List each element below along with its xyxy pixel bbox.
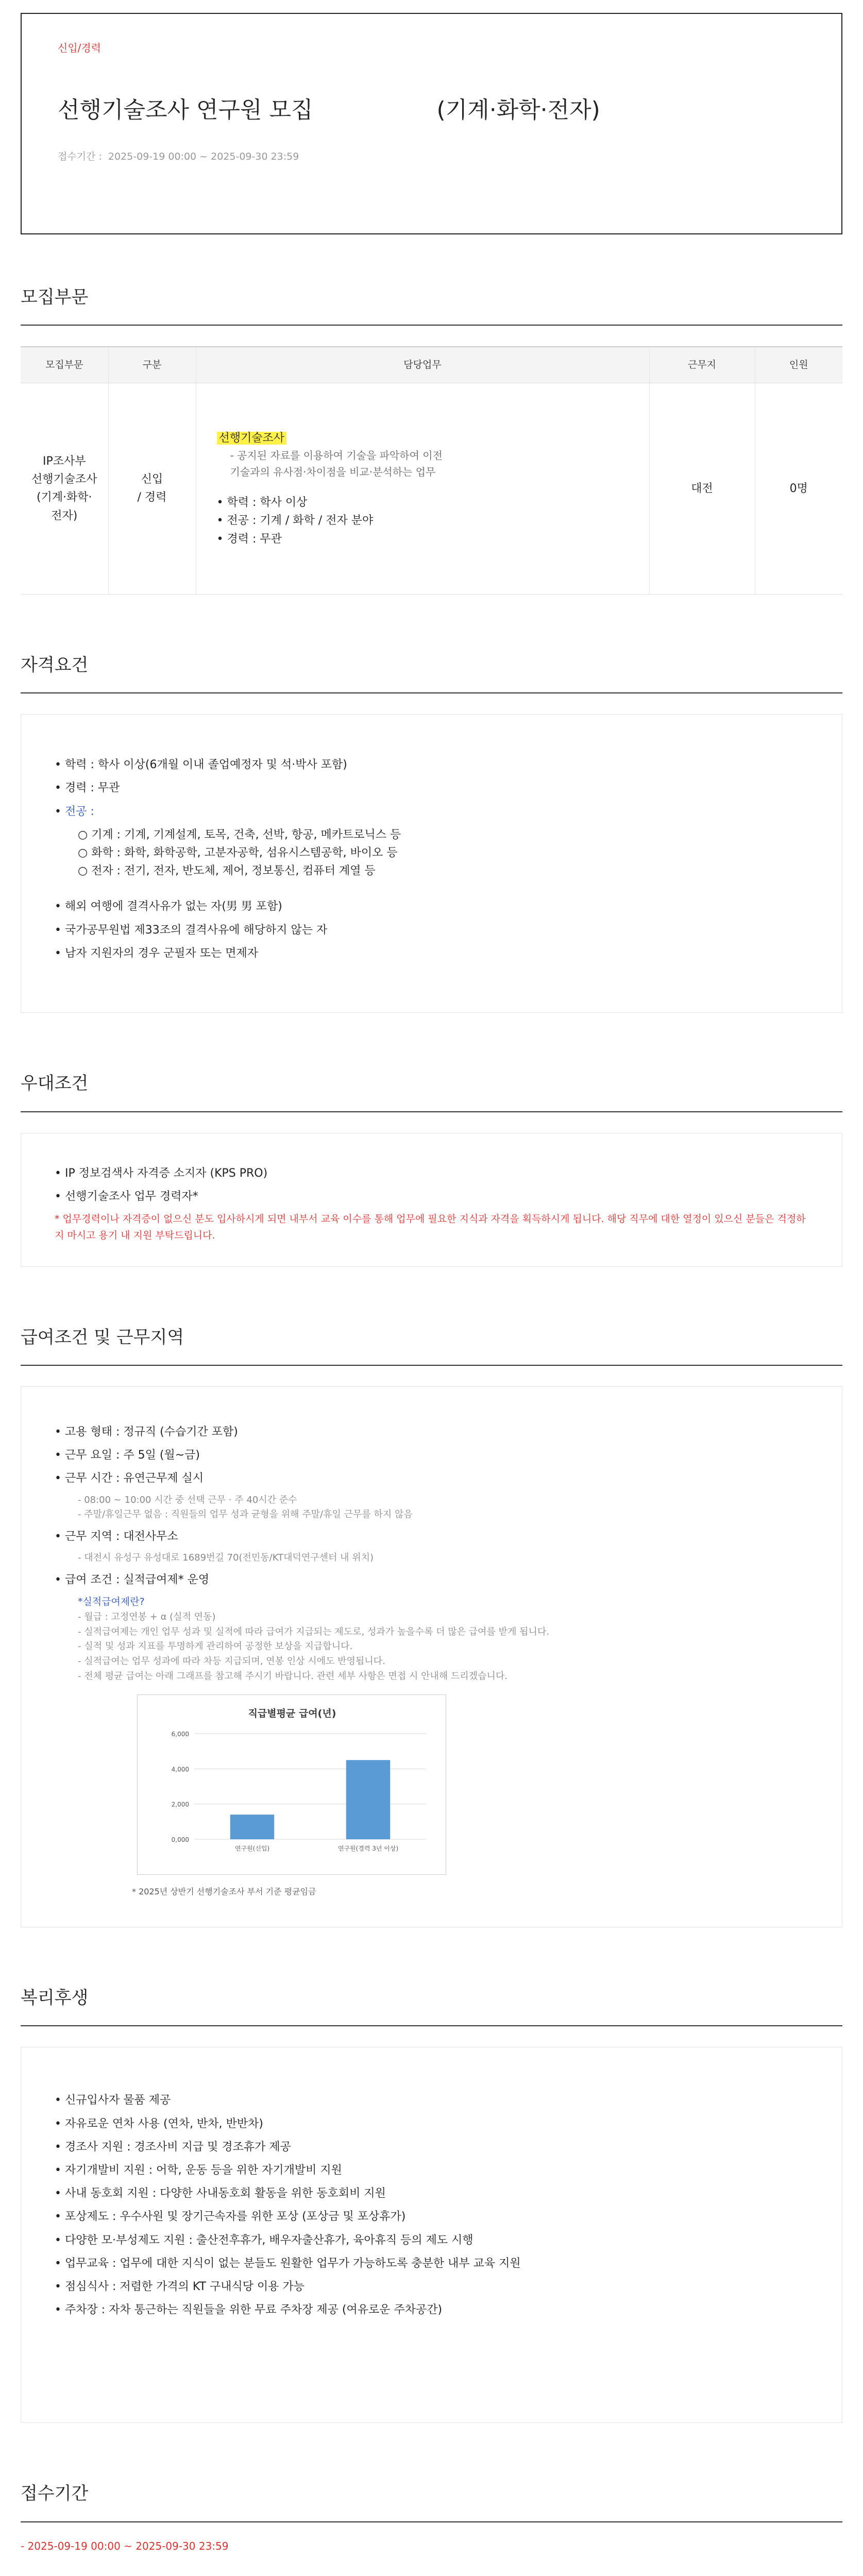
dept-line: 전자): [51, 509, 78, 522]
preference-box: [21, 1133, 842, 1267]
time-note: - 주말/휴일근무 없음 : 직원들의 업무 성과 균형을 위해 주말/휴일 근무를 하지 않음: [78, 1509, 413, 1520]
pay-note-title: *실적급여제란?: [78, 1596, 145, 1608]
section-title-qualification: 자격요건: [21, 651, 842, 693]
welfare-item: • 신규입사자 물품 제공: [55, 2091, 808, 2109]
salary-item: • 근무 요일 : 주 5일 (월~금): [55, 1446, 808, 1464]
qualification-extra: • 해외 여행에 결격사유가 없는 자(男 男 포함): [55, 897, 808, 916]
type-cell: [108, 383, 196, 594]
count-cell: 0명: [755, 383, 842, 594]
period-text: - 2025-09-19 00:00 ~ 2025-09-30 23:59: [21, 2539, 229, 2552]
major-item: ○ 화학 : 화학, 화학공학, 고분자공학, 섬유시스템공학, 바이오 등: [78, 846, 398, 860]
section-title-preference: 우대조건: [21, 1070, 842, 1112]
duty-desc: - 공지된 자료를 이용하여 기술을 파악하여 이전: [230, 449, 443, 462]
qualification-item: [55, 803, 808, 821]
y-tick-label: 0,000: [171, 1836, 189, 1843]
welfare-item: • 주차장 : 자차 통근하는 직원들을 위한 무료 주차장 제공 (여유로운 주차공간): [55, 2301, 808, 2319]
major-label: 전공 :: [64, 805, 94, 818]
salary-box: [21, 1386, 842, 1927]
recruit-table: [21, 346, 842, 595]
table-row: [21, 383, 842, 594]
salary-item: • 고용 형태 : 정규직 (수습기간 포함): [55, 1423, 808, 1441]
posting-header: [21, 13, 842, 234]
dept-cell: [21, 383, 108, 594]
qualification-extra: • 국가공무원법 제33조의 결격사유에 해당하지 않는 자: [55, 921, 808, 939]
preference-item: • 선행기술조사 업무 경력자*: [55, 1188, 808, 1206]
welfare-item: • 다양한 모·부성제도 지원 : 출산전후휴가, 배우자출산휴가, 육아휴직 등의 제도 시행: [55, 2231, 808, 2249]
salary-location: • 근무 지역 : 대전사무소: [55, 1528, 808, 1546]
y-tick-label: 2,000: [171, 1801, 189, 1808]
welfare-item: • 업무교육 : 업무에 대한 지식이 없는 분들도 원활한 업무가 가능하도록 충분한 내부 교육 지원: [55, 2255, 808, 2273]
duty-item: • 학력 : 학사 이상: [217, 494, 629, 512]
dept-line: (기계·화학·: [36, 491, 92, 504]
table-header-row: [21, 347, 842, 383]
qualification-extra: • 남자 지원자의 경우 군필자 또는 면제자: [55, 944, 808, 962]
salary-chart: [137, 1694, 446, 1875]
chart-note: * 2025년 상반기 선행기술조사 부서 기준 평균임금: [132, 1886, 316, 1896]
type-line: / 경력: [137, 491, 167, 504]
pay-note: - 전체 평균 급여는 아래 그래프를 참고해 주시기 바랍니다. 관련 세부 사항은 면접 시 안내해 드리겠습니다.: [78, 1670, 508, 1682]
time-note: - 08:00 ~ 10:00 시간 중 선택 근무 · 주 40시간 준수: [78, 1494, 297, 1505]
bar: [230, 1815, 275, 1839]
section-title-welfare: 복리후생: [21, 1984, 842, 2026]
major-item: ○ 전자 : 전기, 전자, 반도체, 제어, 정보통신, 컴퓨터 계열 등: [78, 865, 376, 878]
location-note: - 대전시 유성구 유성대로 1689번길 70(전민동/KT대덕연구센터 내 위치): [78, 1552, 374, 1564]
duty-desc: 기술과의 유사점·차이점을 비교·분석하는 업무: [230, 466, 436, 479]
qualification-item: • 경력 : 무관: [55, 779, 808, 797]
pay-note: - 실적 및 성과 지표를 투명하게 관리하여 공정한 보상을 지급합니다.: [78, 1641, 353, 1652]
preference-note: * 업무경력이나 자격증이 없으신 분도 입사하시게 되면 내부서 교육 이수를 통해 업무에 필요한 지식과 자격을 획득하시게 됩니다. 해당 직무에 대한 열정이 있으신 분들은 걱정하지 마시고 용기 내 지원 부탁드립니다.: [55, 1213, 806, 1242]
major-item: ○ 기계 : 기계, 기계설계, 토목, 건축, 선박, 항공, 메카트로닉스 등: [78, 828, 401, 841]
table-header: 인원: [755, 347, 842, 383]
welfare-item: • 사내 동호회 지원 : 다양한 사내동호회 활동을 위한 동호회비 지원: [55, 2184, 808, 2202]
pay-note: - 실적급여는 업무 성과에 따라 차등 지급되며, 연봉 인상 시에도 반영됩니다.: [78, 1656, 385, 1667]
duty-title: 선행기술조사: [217, 432, 287, 445]
category-label: 신입/경력: [58, 42, 101, 54]
welfare-item: • 자유로운 연차 사용 (연차, 반차, 반반차): [55, 2115, 808, 2133]
y-tick-label: 6,000: [171, 1730, 189, 1738]
salary-pay: • 급여 조건 : 실적급여제* 운영: [55, 1571, 808, 1589]
period-label: 접수기간 :: [58, 151, 102, 163]
duty-cell: [196, 383, 649, 594]
bar: [346, 1760, 391, 1839]
pay-note: - 월급 : 고정연봉 + α (실적 연동): [78, 1611, 216, 1622]
table-header: 근무지: [649, 347, 755, 383]
section-title-salary: 급여조건 및 근무지역: [21, 1324, 842, 1366]
duty-item: • 전공 : 기계 / 화학 / 전자 분야: [217, 512, 629, 530]
welfare-item: • 자기개발비 지원 : 어학, 운동 등을 위한 자기개발비 지원: [55, 2161, 808, 2179]
salary-item: • 근무 시간 : 유연근무제 실시: [55, 1469, 808, 1487]
table-header: 담당업무: [196, 347, 649, 383]
pay-note: - 실적급여제는 개인 업무 성과 및 실적에 따라 급여가 지급되는 제도로, 성과가 높을수록 더 많은 급여를 받게 됩니다.: [78, 1626, 550, 1637]
job-posting: [21, 0, 842, 2576]
dept-line: 선행기술조사: [31, 473, 97, 486]
section-title-period: 접수기간: [21, 2480, 842, 2522]
table-header: 구분: [108, 347, 196, 383]
title-fields: (기계·화학·전자): [436, 97, 600, 123]
welfare-item: • 경조사 지원 : 경조사비 지급 및 경조휴가 제공: [55, 2138, 808, 2156]
period-value: 2025-09-19 00:00 ~ 2025-09-30 23:59: [108, 151, 299, 163]
section-title-recruit: 모집부문: [21, 283, 842, 326]
type-line: 신입: [141, 473, 163, 486]
qualification-item: • 학력 : 학사 이상(6개월 이내 졸업예정자 및 석·박사 포함): [55, 756, 808, 774]
chart-title: 직급별평균 급여(년): [248, 1707, 336, 1719]
welfare-item: • 포상제도 : 우수사원 및 장기근속자를 위한 포상 (포상금 및 포상휴가): [55, 2208, 808, 2226]
table-header: 모집부문: [21, 347, 108, 383]
x-tick-label: 연구원(신입): [234, 1844, 270, 1852]
welfare-box: [21, 2047, 842, 2423]
preference-item: • IP 정보검색사 자격증 소지자 (KPS PRO): [55, 1164, 808, 1182]
title-text: 선행기술조사 연구원 모집: [58, 97, 313, 123]
y-tick-label: 4,000: [171, 1766, 189, 1773]
welfare-item: • 점심식사 : 저렴한 가격의 KT 구내식당 이용 가능: [55, 2278, 808, 2296]
page-title: [58, 92, 805, 128]
qualification-box: [21, 714, 842, 1013]
duty-item: • 경력 : 무관: [217, 530, 629, 548]
x-tick-label: 연구원(경력 3년 이상): [337, 1844, 399, 1852]
location-cell: 대전: [649, 383, 755, 594]
dept-line: IP조사부: [42, 455, 86, 468]
header-period: [58, 149, 805, 164]
salary-chart-svg: [138, 1695, 447, 1875]
